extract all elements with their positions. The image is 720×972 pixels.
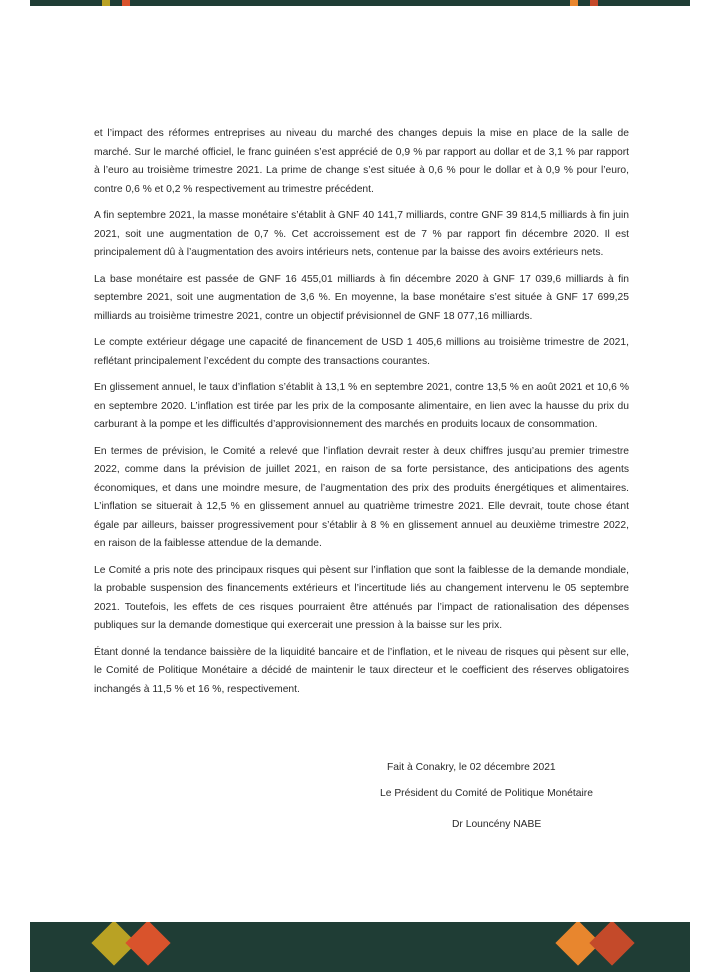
paragraph: La base monétaire est passée de GNF 16 455,01 milliards à fin décembre 2020 à GNF 17 039,6 milliards à fin septembre 2021, soit une augmentation de 3,6 %. En moyenne, la base monétaire s’est située à GNF 17 699,25 milliards au troisième trimestre 2021, contre un objectif prévisionnel de GNF 18 077,16 milliards.: [94, 273, 629, 322]
header-diamond-brick: [590, 0, 598, 6]
paragraph: Étant donné la tendance baissière de la liquidité bancaire et de l’inflation, et le niveau de risques qui pèsent sur elle, le Comité de Politique Monétaire a décidé de maintenir le taux directeur et le coefficient des réserves obligatoires inchangés à 11,5 % et 16 %, respectivement.: [94, 646, 629, 695]
footer-diamond-red: [125, 922, 170, 966]
signature-place-date: Fait à Conakry, le 02 décembre 2021: [387, 762, 556, 773]
document-body: [94, 125, 629, 707]
signature-role: Le Président du Comité de Politique Monétaire: [380, 788, 593, 799]
paragraph: et l’impact des réformes entreprises au niveau du marché des changes depuis la mise en place de la salle de marché. Sur le marché officiel, le franc guinéen s’est apprécié de 0,9 % par rapport au dollar et de 3,1 % par rapport à l’euro au troisième trimestre 2021. La prime de change s’est située à 0,6 % pour le dollar et à 0,9 % pour l’euro, contre 0,6 % et 0,2 % respectivement au trimestre précédent.: [94, 128, 629, 195]
paragraph: En termes de prévision, le Comité a relevé que l’inflation devrait rester à deux chiffres jusqu’au premier trimestre 2022, comme dans la prévision de juillet 2021, en raison de sa forte persistance, des anticipations des agents économiques, et dans une moindre mesure, de l’augmentation des prix des produits énergétiques et alimentaires. L’inflation se situerait à 12,5 % en glissement annuel au quatrième trimestre 2021. Elle devrait, toute chose étant égale par ailleurs, baisser progressivement pour s’établir à 8 % en glissement annuel au deuxième trimestre 2022, en raison de la faiblesse attendue de la demande.: [94, 445, 629, 549]
signature-name: Dr Louncény NABE: [452, 819, 542, 830]
header-diamond-red: [122, 0, 130, 6]
paragraph: Le compte extérieur dégage une capacité de financement de USD 1 405,6 millions au troisième trimestre de 2021, reflétant principalement l’excédent du compte des transactions courantes.: [94, 337, 629, 367]
header-band: [30, 0, 690, 6]
header-diamond-olive: [102, 0, 110, 6]
paragraph: Le Comité a pris note des principaux risques qui pèsent sur l’inflation que sont la faiblesse de la demande mondiale, la probable suspension des financements extérieurs et l’incertitude liés au changement intervenu le 05 septembre 2021. Toutefois, les effets de ces risques pourraient être atténués par l’impact de rationalisation des dépenses publiques sur la demande domestique qui exercerait une pression à la baisse sur les prix.: [94, 564, 629, 631]
footer-band: [30, 922, 690, 972]
paragraph: En glissement annuel, le taux d’inflation s’établit à 13,1 % en septembre 2021, contre 13,5 % en août 2021 et 10,6 % en septembre 2020. L’inflation est tirée par les prix de la composante alimentaire, en lien avec la hausse du prix du carburant à la pompe et les difficultés d’approvisionnement des marchés en produits locaux de consommation.: [94, 382, 629, 430]
header-diamond-orange: [570, 0, 578, 6]
paragraph: A fin septembre 2021, la masse monétaire s’établit à GNF 40 141,7 milliards, contre GNF 39 814,5 milliards à fin juin 2021, soit une augmentation de 0,7 %. Cet accroissement est de 7 % par rapport fin décembre 2020. Il est principalement dû à l’augmentation des avoirs intérieurs nets, contenue par la baisse des avoirs extérieurs nets.: [94, 210, 629, 258]
footer-diamond-brick: [589, 922, 634, 966]
